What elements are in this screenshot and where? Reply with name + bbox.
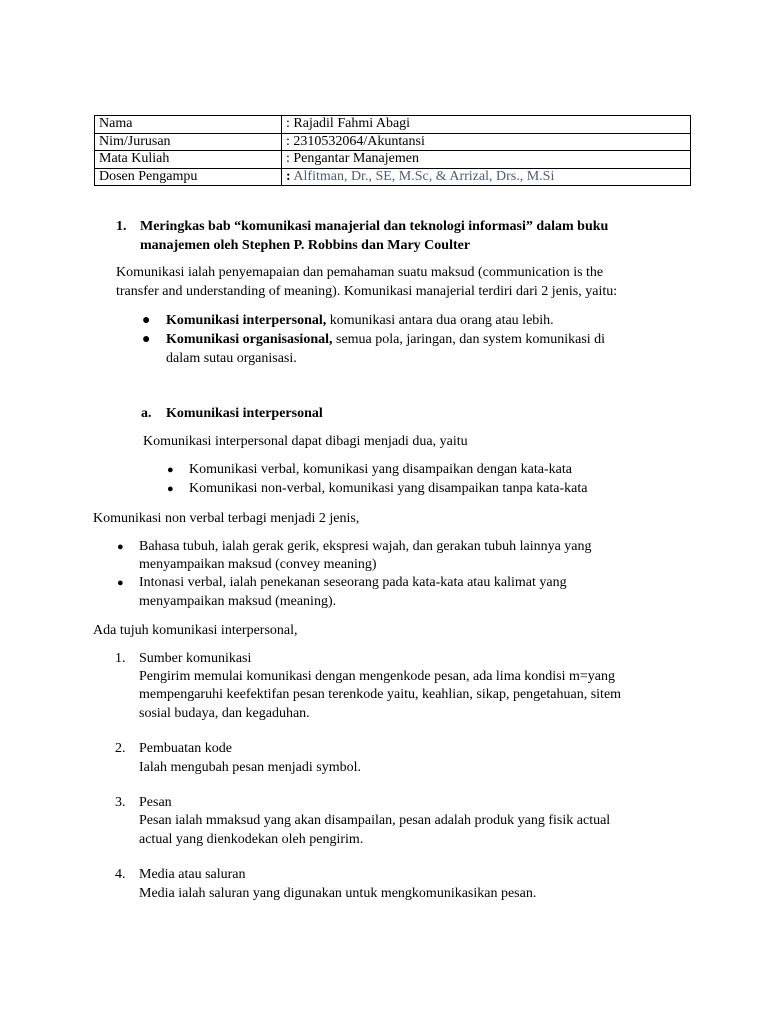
info-value: : Pengantar Manajemen: [282, 151, 691, 169]
bullet-icon: ●: [117, 541, 124, 553]
term: Komunikasi interpersonal,: [166, 313, 327, 328]
info-value: : 2310532064/Akuntansi: [282, 133, 691, 151]
item-title: Media atau saluran: [139, 867, 246, 882]
intro-line1: Komunikasi ialah penyemapaian dan pemahaman suatu maksud (communication is the: [116, 265, 604, 280]
item-text: sosial budaya, dan kegaduhan.: [139, 706, 310, 721]
subsection-letter: a.: [141, 406, 152, 421]
item-number: 4.: [115, 867, 126, 882]
item-number: 3.: [115, 795, 126, 810]
item-number: 1.: [115, 651, 126, 666]
list-item: Komunikasi verbal, komunikasi yang disampaikan dengan kata-kata: [189, 462, 572, 477]
subsection-title: Komunikasi interpersonal: [166, 406, 323, 421]
info-colon: :: [286, 168, 291, 184]
list-item: [166, 331, 605, 350]
info-key: Nim/Jurusan: [95, 133, 282, 151]
list-item-cont: menyampaikan maksud (convey meaning): [139, 557, 377, 572]
section-title-line2: manajemen oleh Stephen P. Robbins dan Mary Coulter: [140, 238, 471, 253]
item-text: Pesan ialah mmaksud yang akan disampailan, pesan adalah produk yang fisik actual: [139, 813, 611, 828]
bullet-icon: ●: [117, 577, 124, 589]
bullet-icon: ●: [167, 464, 174, 476]
table-row: [95, 151, 691, 169]
item-title: Pesan: [139, 795, 172, 810]
definition: semua pola, jaringan, dan system komunikasi di: [332, 332, 606, 347]
info-value: [282, 168, 691, 186]
list-item: Bahasa tubuh, ialah gerak gerik, ekspresi wajah, dan gerakan tubuh lainnya yang: [139, 539, 592, 554]
info-value: : Rajadil Fahmi Abagi: [282, 116, 691, 134]
lecturer-names: Alfitman, Dr., SE, M.Sc, & Arrizal, Drs., M.Si: [293, 168, 555, 184]
item-text: Pengirim memulai komunikasi dengan mengenkode pesan, ada lima kondisi m=yang: [139, 669, 616, 684]
item-text: actual yang dienkodekan oleh pengirim.: [139, 832, 364, 847]
list-item-cont: menyampaikan maksud (meaning).: [139, 594, 337, 609]
list-item: [166, 312, 554, 331]
list-item-cont: dalam sutau organisasi.: [166, 351, 297, 366]
bullet-icon: ●: [142, 313, 151, 328]
table-row: [95, 116, 691, 134]
info-key: Dosen Pengampu: [95, 168, 282, 186]
item-text: Ialah mengubah pesan menjadi symbol.: [139, 760, 361, 775]
term: Komunikasi organisasional,: [166, 332, 333, 347]
list-item: Komunikasi non-verbal, komunikasi yang disampaikan tanpa kata-kata: [189, 481, 588, 496]
item-text: Media ialah saluran yang digunakan untuk mengkomunikasikan pesan.: [139, 886, 537, 901]
section-number: 1.: [116, 219, 127, 234]
item-text: mempengaruhi keefektifan pesan terenkode yaitu, keahlian, sikap, pengetahuan, sitem: [139, 687, 622, 702]
table-row: [95, 168, 691, 186]
intro-line2: transfer and understanding of meaning). Komunikasi manajerial terdiri dari 2 jenis, yaitu:: [116, 284, 618, 299]
definition: komunikasi antara dua orang atau lebih.: [326, 313, 554, 328]
item-title: Pembuatan kode: [139, 741, 232, 756]
student-info-table: [94, 115, 691, 186]
item-number: 2.: [115, 741, 126, 756]
table-row: [95, 133, 691, 151]
item-title: Sumber komunikasi: [139, 651, 252, 666]
bullet-icon: ●: [142, 332, 151, 347]
info-key: Mata Kuliah: [95, 151, 282, 169]
list-item: Intonasi verbal, ialah penekanan seseorang pada kata-kata atau kalimat yang: [139, 575, 567, 590]
interpersonal-intro: Komunikasi interpersonal dapat dibagi menjadi dua, yaitu: [143, 434, 468, 449]
section-title-line1: Meringkas bab “komunikasi manajerial dan teknologi informasi” dalam buku: [140, 219, 609, 234]
seven-intro: Ada tujuh komunikasi interpersonal,: [93, 623, 298, 638]
nonverbal-intro: Komunikasi non verbal terbagi menjadi 2 jenis,: [93, 511, 360, 526]
info-key: Nama: [95, 116, 282, 134]
bullet-icon: ●: [167, 483, 174, 495]
